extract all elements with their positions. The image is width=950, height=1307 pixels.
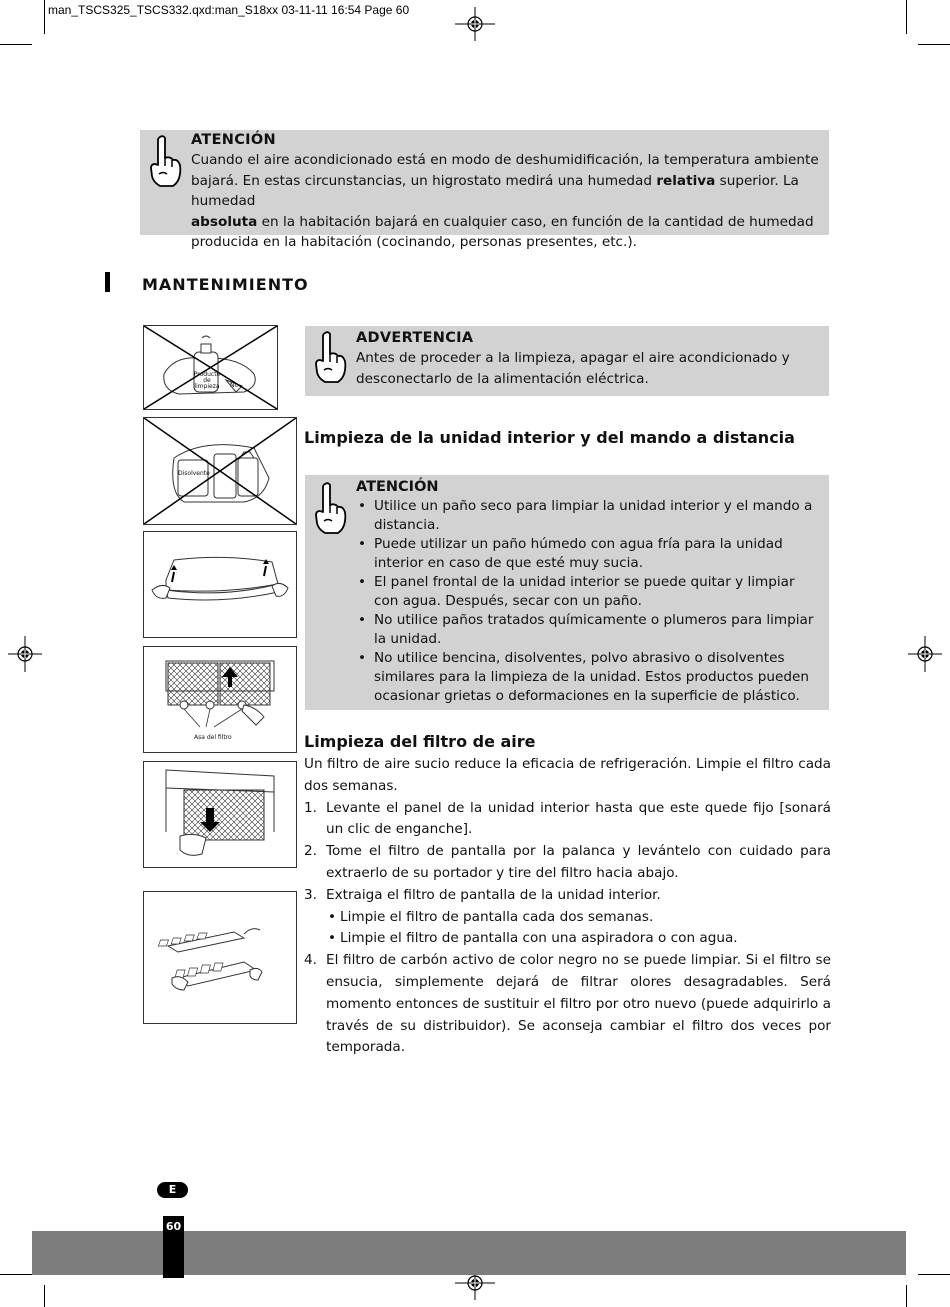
pointing-hand-icon [146, 134, 182, 190]
section-marker [105, 272, 110, 292]
indoor-attention-title: ATENCIÓN [356, 479, 439, 495]
crop-mark [918, 1274, 950, 1275]
registration-mark-icon [908, 636, 942, 672]
filter-intro: Un filtro de aire sucio reduce la eficacia de refrigeración. Limpie el filtro cada dos semanas. [304, 756, 831, 794]
warning-title: ADVERTENCIA [356, 330, 474, 346]
list-item: • No utilice bencina, disolventes, polvo abrasivo o disolventes similares para la limpieza de la unidad. Estos productos pueden ocasionar grietas o deformaciones en la superficie de plástico. [356, 649, 821, 706]
list-item: • No utilice paños tratados químicamente o plumeros para limpiar la unidad. [356, 611, 821, 649]
indoor-cleaning-title: Limpieza de la unidad interior y del mando a distancia [304, 428, 795, 447]
file-slug: man_TSCS325_TSCS332.qxd:man_S18xx 03-11-11 16:54 Page 60 [48, 3, 410, 17]
warning-text: Antes de proceder a la limpieza, apagar el aire acondicionado y desconectarlo de la alimentación eléctrica. [356, 350, 790, 387]
crop-mark [44, 1285, 45, 1307]
no-solvent-illustration [143, 417, 297, 525]
list-item: 1. Levante el panel de la unidad interior hasta que este quede fijo [sonará un clic de enganche]. [304, 799, 831, 838]
filter-removal-illustration [143, 761, 297, 868]
registration-mark-icon [8, 636, 42, 672]
solvent-label: Disolvente [178, 470, 210, 477]
section-title: MANTENIMIENTO [142, 275, 309, 294]
list-item: • Limpie el filtro de pantalla cada dos semanas. [326, 907, 831, 929]
filter-sub-list [326, 907, 831, 951]
crop-mark [44, 0, 45, 34]
filters-illustration [143, 891, 297, 1024]
indoor-attention-box [305, 475, 829, 710]
indoor-unit-icon [144, 532, 296, 637]
solvent-can-icon [144, 418, 296, 524]
registration-mark-icon [455, 7, 495, 41]
panel-opening-illustration [143, 531, 297, 638]
no-label: No [230, 382, 239, 389]
filter-steps [304, 798, 831, 1060]
filter-handle-illustration [143, 646, 297, 753]
filter-cleaning-title: Limpieza del filtro de aire [304, 732, 536, 751]
crop-mark [918, 44, 950, 45]
page-number: 60 [163, 1216, 184, 1278]
crop-mark [0, 44, 32, 45]
list-item: • Puede utilizar un paño húmedo con agua fría para la unidad interior en caso de que esté muy sucia. [356, 535, 821, 573]
filter-handle-label: Asa del filtro [194, 734, 232, 741]
list-item: 2. Tome el filtro de pantalla por la palanca y levántelo con cuidado para extraerlo de su portador y tire del filtro hacia abajo. [304, 843, 831, 881]
cleaning-product-bottle-icon [144, 326, 277, 409]
list-item: • El panel frontal de la unidad interior se puede quitar y limpiar con agua. Después, secar con un paño. [356, 573, 821, 611]
notice-title: ATENCIÓN [191, 132, 276, 148]
language-badge: E [157, 1182, 188, 1198]
screen-filters-icon [144, 892, 296, 1023]
list-item: 3. Extraiga el filtro de pantalla de la unidad interior. • Limpie el filtro de pantalla cada dos semanas. • Limpie el filtro de pantalla con una aspiradora o con agua. [304, 885, 831, 950]
crop-mark [906, 1285, 907, 1307]
pointing-hand-icon [311, 330, 347, 386]
product-label: Producto de limpieza [193, 371, 221, 390]
attention-notice-box [140, 130, 829, 250]
list-item: • Limpie el filtro de pantalla con una aspiradora o con agua. [326, 928, 831, 950]
pointing-hand-icon [311, 481, 347, 537]
crop-mark [0, 1274, 32, 1275]
warning-notice-box [305, 326, 829, 396]
list-item: 4. El filtro de carbón activo de color negro no se puede limpiar. Si el filtro se ensucia, simplemente dejará de filtrar olores desagradables. Será momento entonces de sustituir el filtro por otro nuevo (puede adquirirlo a través de su distribuidor). Se aconseja cambiar el filtro dos veces por temporada. [304, 952, 831, 1056]
no-cleaning-product-illustration [143, 325, 278, 410]
crop-mark [906, 0, 907, 34]
indoor-attention-list [356, 497, 821, 706]
notice-text: Cuando el aire acondicionado está en modo de deshumidificación, la temperatura ambiente bajará. En estas circunstancias, un higrostato medirá una humedad relativa superior. La humedad absoluta en la habitación bajará en cualquier caso, en función de la cantidad de humedad producida en la habitación (cocinando, personas presentes, etc.). [191, 152, 819, 250]
filter-pull-icon [144, 762, 296, 867]
list-item: • Utilice un paño seco para limpiar la unidad interior y el mando a distancia. [356, 497, 821, 535]
